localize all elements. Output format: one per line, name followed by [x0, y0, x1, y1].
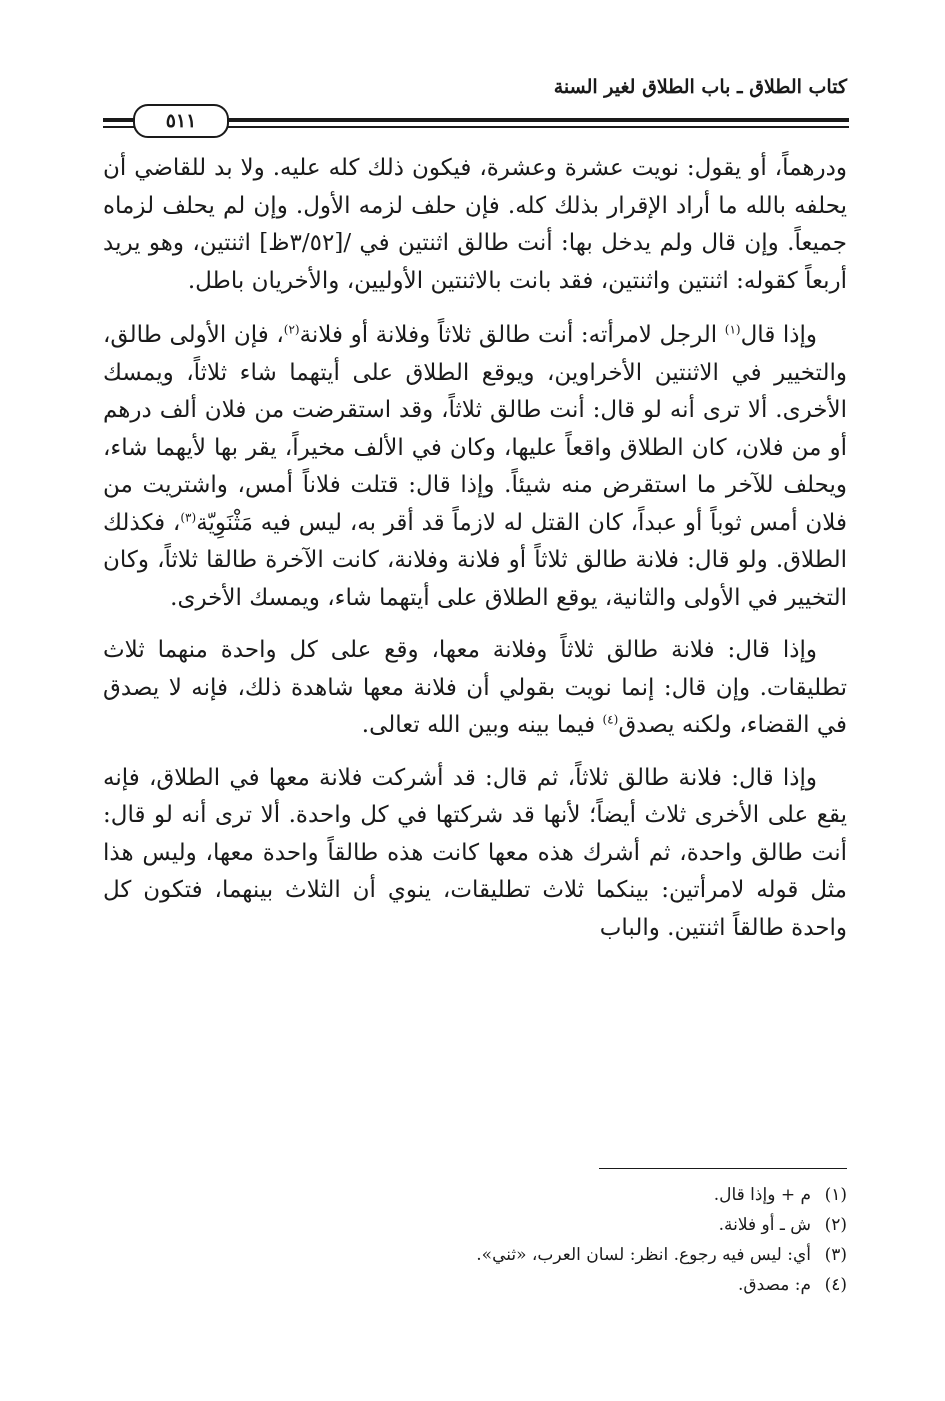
footnote-ref-3: (٣)	[180, 509, 197, 524]
footnote-number: (٤)	[824, 1275, 847, 1295]
footnote-ref-4: (٤)	[602, 712, 619, 727]
footnote-text: م: مصدق.	[737, 1275, 811, 1295]
footnote-2	[247, 1210, 847, 1240]
footnote-number: (٢)	[824, 1215, 847, 1235]
paragraph-2-part-b: الرجل لامرأته: أنت طالق ثلاثاً وفلانة أو فلانة	[299, 322, 725, 348]
footnotes	[247, 1180, 847, 1300]
footnote-number: (٣)	[824, 1245, 847, 1265]
paragraph-3-part-a: وإذا قال: فلانة طالق ثلاثاً وفلانة معها، وقع على كل واحدة منهما ثلاث تطليقات. وإن قال: إنما نويت بقولي أن فلانة معها شاهدة ذلك، فإنه لا يصدق في القضاء، ولكنه يصدق	[103, 637, 847, 738]
paragraph-2-part-d: ، فكذلك الطلاق. ولو قال: فلانة طالق ثلاثاً أو فلانة وفلانة، كانت الآخرة طالقا ثلاثاً، وكان التخيير في الأولى والثانية، يوقع الطلاق على أيتهما شاء، ويمسك الأخرى.	[103, 509, 847, 611]
paragraph-4: وإذا قال: فلانة طالق ثلاثاً، ثم قال: قد أشركت فلانة معها في الطلاق، فإنه يقع على الأخرى ثلاث أيضاً؛ لأنها قد شركتها في كل واحدة. ألا ترى أنه لو قال: أنت طالق واحدة، ثم أشرك هذه معها كانت هذه طالقاً واحدة معها، وليس هذا مثل قوله لامرأتين: بينكما ثلاث تطليقات، ينوي أن الثلاث بينهما، فتكون كل واحدة طالقاً اثنتين. والباب	[103, 764, 847, 941]
paragraph-3-part-b: فيما بينه وبين الله تعالى.	[361, 712, 603, 738]
page-number: ٥١١	[133, 104, 229, 138]
footnote-number: (١)	[824, 1185, 847, 1205]
footnote-3	[247, 1240, 847, 1270]
paragraph-3	[103, 632, 847, 745]
footnote-separator	[599, 1168, 847, 1169]
footnote-text: ش ـ أو فلانة.	[718, 1215, 811, 1235]
footnote-1	[247, 1180, 847, 1210]
main-text	[103, 150, 847, 962]
footnote-text: أي: ليس فيه رجوع. انظر: لسان العرب، «ثني».	[476, 1245, 811, 1265]
footnote-ref-1: (١)	[724, 322, 741, 337]
paragraph-2-part-a: وإذا قال	[740, 322, 818, 348]
running-title: كتاب الطلاق ـ باب الطلاق لغير السنة	[553, 76, 847, 98]
footnote-4	[247, 1270, 847, 1300]
footnote-text: م + وإذا قال.	[713, 1185, 811, 1205]
paragraph-2	[103, 317, 847, 617]
paragraph-2-part-c: ، فإن الأولى طالق، والتخيير في الاثنتين الأخراوين، ويوقع الطلاق على أيتهما شاء ثلاثاً، ويمسك الأخرى. ألا ترى أنه لو قال: أنت طالق ثلاثاً، وقد استقرضت من فلان ألف درهم أو من فلان، كان الطلاق واقعاً عليها، وكان في الألف مخيراً، يقر بها لأيهما شاء، ويحلف للآخر ما استقرض منه شيئاً. وإذا قال: قتلت فلاناً أمس، واشتريت من فلان أمس ثوباً أو عبداً، كان القتل له لازماً قد أقر به، ليس فيه مَثْنَوِيّة	[103, 322, 848, 536]
paragraph-1: ودرهماً، أو يقول: نويت عشرة وعشرة، فيكون ذلك كله عليه. ولا بد للقاضي أن يحلفه بالله ما أراد الإقرار بذلك كله. فإن حلف لزمه الأول. وإن لم يحلف لزماه جميعاً. وإن قال ولم يدخل بها: أنت طالق اثنتين في /[٣/٥٢ظ] اثنتين، وهو يريد أربعاً كقوله: اثنتين واثنتين، فقد بانت بالاثنتين الأوليين، والأخريان باطل.	[103, 155, 848, 294]
footnote-ref-2: (٢)	[283, 322, 300, 337]
